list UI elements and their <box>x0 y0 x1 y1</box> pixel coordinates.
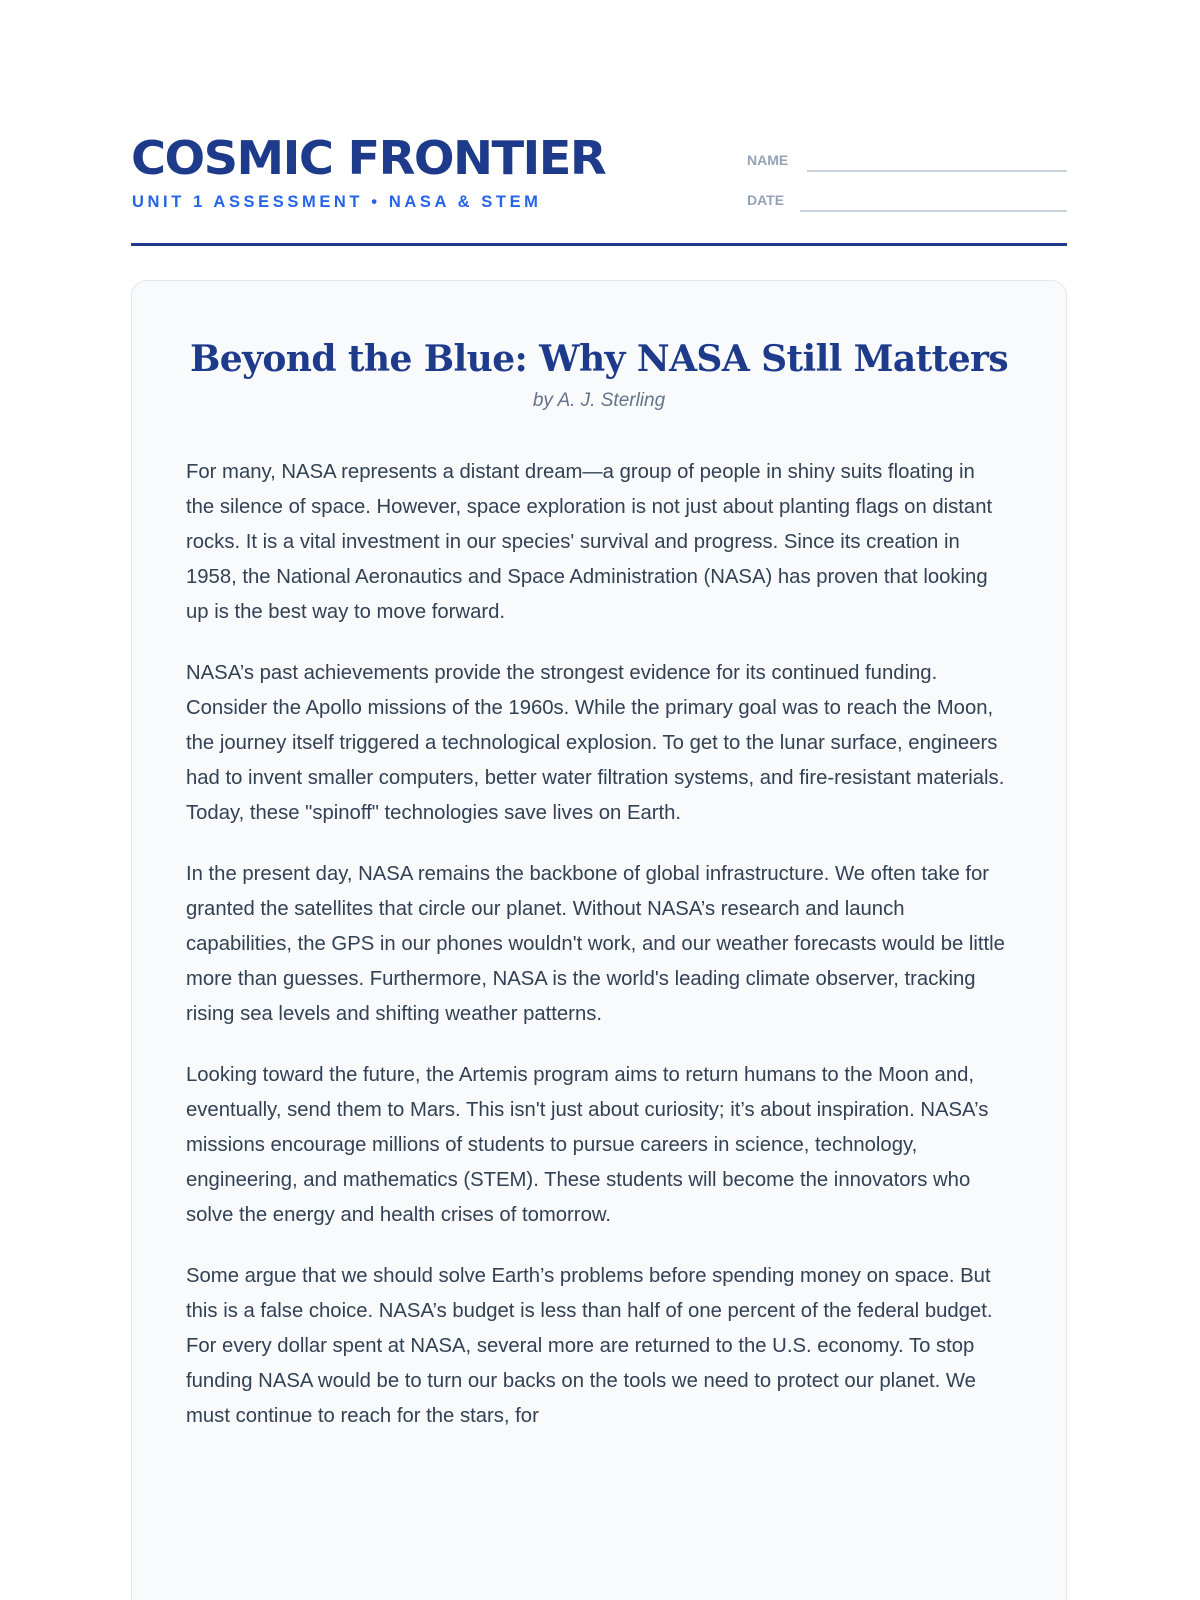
date-label: DATE <box>747 192 785 208</box>
article-paragraph-2: NASA’s past achievements provide the strongest evidence for its continued funding. Consider the Apollo missions of the 1960s. While the primary goal was to reach the Moon, the journey itself triggered a technological explosion. To get to the lunar surface, engineers had to invent smaller computers, better water filtration systems, and fire-resistant materials. Today, these "spinoff" technologies save lives on Earth. <box>186 662 1005 824</box>
article-paragraph-1: For many, NASA represents a distant dream—a group of people in shiny suits floating in the silence of space. However, space exploration is not just about planting flags on distant rocks. It is a vital investment in our species' survival and progress. Since its creation in 1958, the National Aeronautics and Space Administration (NASA) has proven that looking up is the best way to move forward. <box>186 461 993 623</box>
name-input-line[interactable] <box>807 170 1067 172</box>
worksheet-header <box>131 128 1067 246</box>
student-info-fields <box>747 148 1067 228</box>
assessment-subtitle: UNIT 1 ASSESSMENT • NASA & STEM <box>132 193 542 211</box>
brand-title: COSMIC FRONTIER <box>131 131 606 185</box>
name-field[interactable] <box>747 148 1067 188</box>
article-paragraph-3: In the present day, NASA remains the backbone of global infrastructure. We often take for granted the satellites that circle our planet. Without NASA’s research and launch capabilities, the GPS in our phones wouldn't work, and our weather forecasts would be little more than guesses. Furthermore, NASA is the world's leading climate observer, tracking rising sea levels and shifting weather patterns. <box>186 863 1005 1025</box>
name-label: NAME <box>747 152 789 168</box>
date-input-line[interactable] <box>800 210 1067 212</box>
article-paragraph-4: Looking toward the future, the Artemis program aims to return humans to the Moon and, eventually, send them to Mars. This isn't just about curiosity; it’s about inspiration. NASA’s missions encourage millions of students to pursue careers in science, technology, engineering, and mathematics (STEM). These students will become the innovators who solve the energy and health crises of tomorrow. <box>186 1064 989 1226</box>
article-card <box>131 280 1067 1600</box>
article-paragraph-5: Some argue that we should solve Earth’s problems before spending money on space. But this is a false choice. NASA’s budget is less than half of one percent of the federal budget. For every dollar spent at NASA, several more are returned to the U.S. economy. To stop funding NASA would be to turn our backs on the tools we need to protect our planet. We must continue to reach for the stars, for <box>186 1265 993 1427</box>
article-body <box>186 455 1008 1460</box>
article-byline: by A. J. Sterling <box>532 390 666 411</box>
article-title: Beyond the Blue: Why NASA Still Matters <box>189 338 1009 380</box>
date-field[interactable] <box>747 188 1067 228</box>
